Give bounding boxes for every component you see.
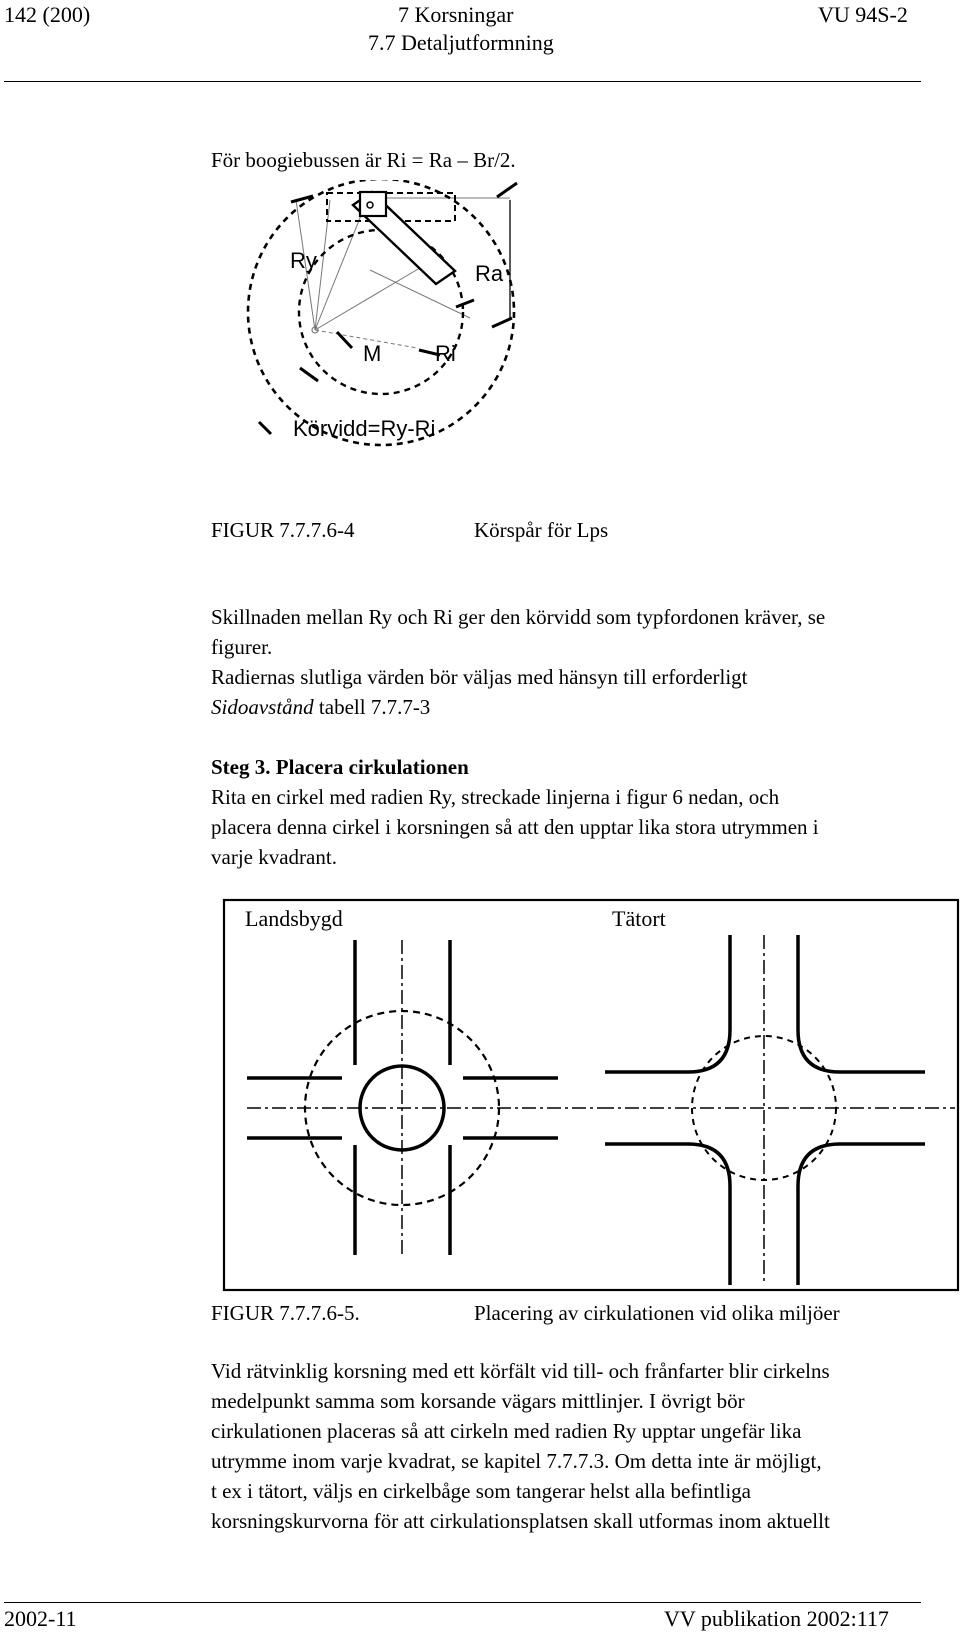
figure1-caption-text: Körspår för Lps: [474, 518, 609, 542]
paragraph-line: Rita en cirkel med radien Ry, streckade linjerna i figur 6 nedan, och: [211, 785, 780, 809]
header-rule: [4, 81, 921, 82]
paragraph-line: korsningskurvorna för att cirkulationsplatsen skall utformas inom aktuellt: [211, 1509, 830, 1533]
page-number: 142 (200): [4, 2, 91, 27]
paragraph-placement: [211, 1356, 931, 1536]
step3-section: [211, 752, 931, 872]
label-m: M: [363, 341, 382, 366]
figure-frame: [224, 900, 958, 1290]
figure1-caption-number: FIGUR 7.7.7.6-4: [211, 518, 355, 542]
step3-heading: Steg 3. Placera cirkulationen: [211, 755, 469, 779]
paragraph-line: [211, 662, 931, 692]
sidoavstand-term: Sidoavstånd: [211, 695, 314, 719]
rural-intersection: [247, 940, 600, 1255]
paragraph-line: placera denna cirkel i korsningen så att den upptar lika stora utrymmen i: [211, 815, 819, 839]
urban-intersection: [600, 935, 955, 1285]
footer-date: 2002-11: [4, 1606, 77, 1631]
roundabout-placement-diagram: [220, 895, 960, 1295]
figure2-caption-text: Placering av cirkulationen vid olika miljöer: [474, 1301, 840, 1325]
figure2-caption-number: FIGUR 7.7.7.6-5.: [211, 1301, 360, 1325]
section-title: 7.7 Detaljutformning: [368, 30, 554, 55]
label-ri: Ri: [435, 341, 456, 366]
chapter-title: 7 Korsningar: [398, 2, 514, 27]
label-ry: Ry: [290, 248, 317, 273]
label-korvidd: Körvidd=Ry-Ri: [293, 416, 436, 441]
paragraph-line: figurer.: [211, 635, 273, 659]
paragraph-line: [211, 692, 931, 722]
paragraph-line: cirkulationen placeras så att cirkeln med radien Ry upptar ungefär lika: [211, 1419, 802, 1443]
intro-line: För boogiebussen är Ri = Ra – Br/2.: [211, 148, 516, 172]
paragraph-line: medelpunkt samma som korsande vägars mittlinjer. I övrigt bör: [211, 1389, 745, 1413]
table-reference: tabell 7.7.7-3: [313, 695, 431, 719]
paragraph-line: Vid rätvinklig korsning med ett körfält vid till- och frånfarter blir cirkelns: [211, 1359, 830, 1383]
footer-publication: VV publikation 2002:117: [664, 1606, 889, 1631]
paragraph-line: t ex i tätort, väljs en cirkelbåge som tangerar helst alla befintliga: [211, 1479, 751, 1503]
label-landsbygd: Landsbygd: [245, 906, 343, 931]
paragraph-radii: [211, 602, 931, 722]
paragraph-line-text: Radiernas slutliga värden bör väljas med hänsyn till erforderligt: [211, 665, 748, 689]
paragraph-line: varje kvadrant.: [211, 845, 337, 869]
turning-path-diagram: [240, 180, 540, 470]
paragraph-line: utrymme inom varje kvadrat, se kapitel 7.7.7.3. Om detta inte är möjligt,: [211, 1449, 822, 1473]
label-ra: Ra: [475, 261, 504, 286]
document-code: VU 94S-2: [818, 2, 908, 27]
label-tatort: Tätort: [612, 906, 666, 931]
footer-rule: [4, 1602, 921, 1603]
paragraph-line: Skillnaden mellan Ry och Ri ger den körvidd som typfordonen kräver, se: [211, 605, 826, 629]
